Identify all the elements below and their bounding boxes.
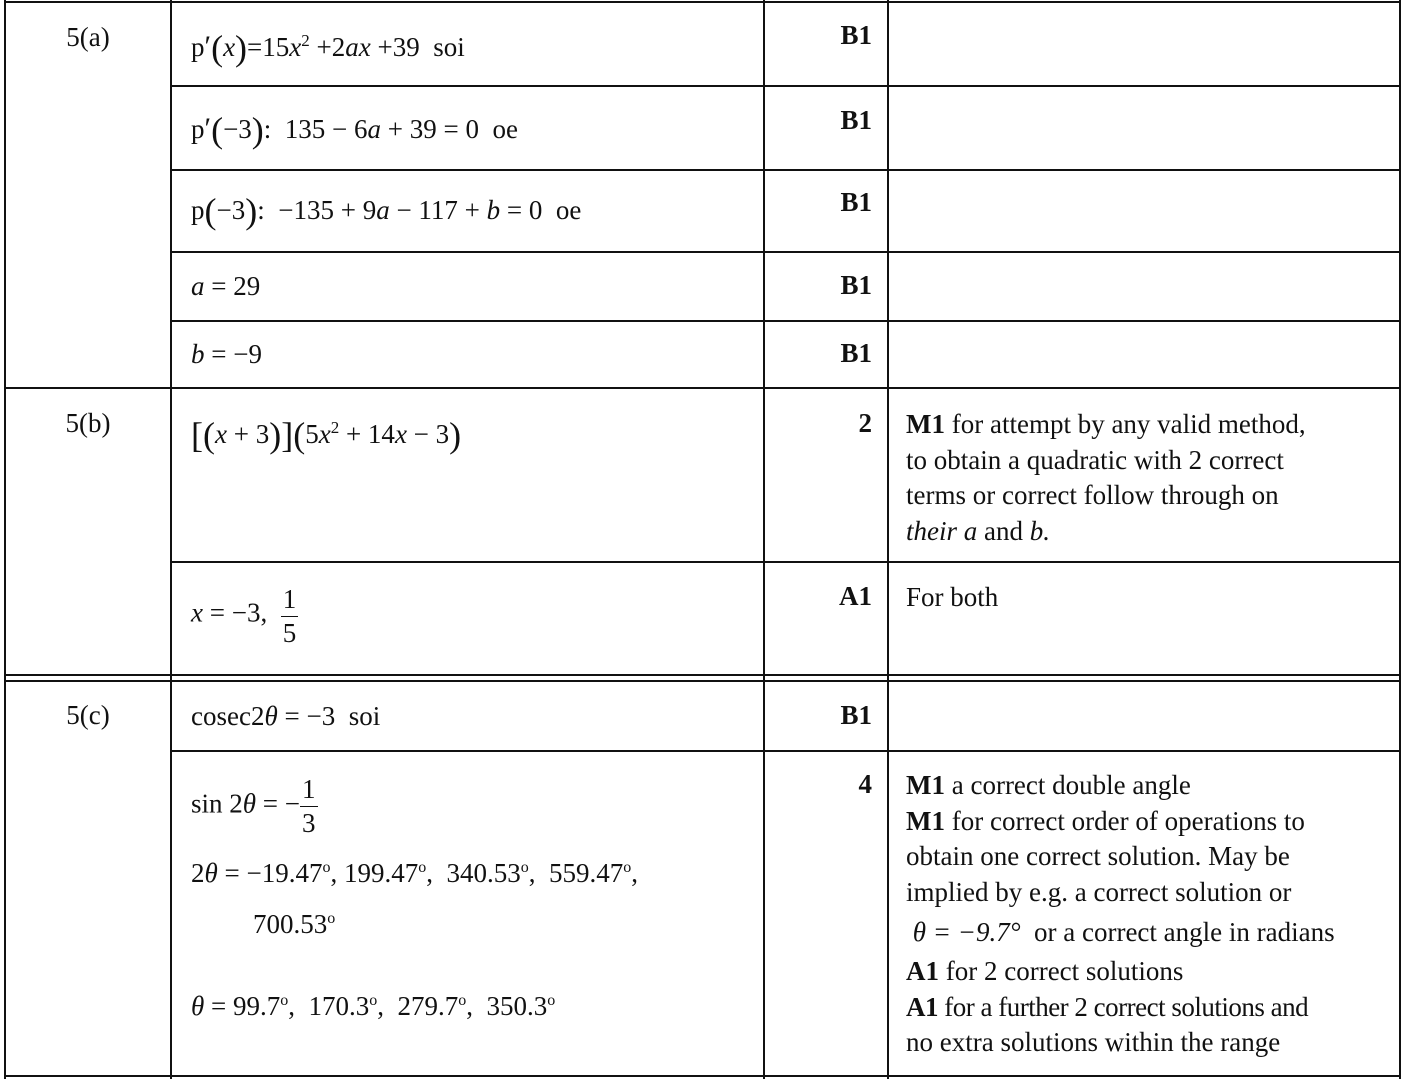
column-divider-2 (763, 0, 765, 1079)
answer-row: a = 29 (191, 271, 261, 301)
guidance-text: for 2 correct solutions (945, 956, 1184, 986)
part-divider-double-top (4, 674, 1401, 676)
row-divider (170, 251, 1401, 253)
guidance-text: b. (1029, 515, 1050, 546)
answer-row: $[(x + 3)](5x^2 + 14x - 3)$ (191, 415, 462, 455)
table-border-right (1399, 0, 1401, 1079)
mark-code: 2 (858, 408, 872, 438)
mark-code: B1 (840, 105, 872, 135)
guidance-mark-code: M1 (906, 770, 945, 800)
row-divider (170, 750, 1401, 752)
part-divider (4, 387, 1401, 389)
mark-code: B1 (840, 187, 872, 217)
column-divider-3 (887, 0, 889, 1079)
guidance-note: For both (906, 582, 999, 612)
row-divider (170, 85, 1401, 87)
guidance-text: a correct double angle (951, 770, 1191, 800)
question-label: 5(c) (66, 700, 110, 730)
table-border-left (4, 0, 6, 1079)
guidance-text: terms or correct follow through on (906, 480, 1279, 510)
guidance-text: for attempt by any valid method, (951, 409, 1306, 439)
answer-row: p′(−3): 135 − 6a + 39 = 0 oe (191, 110, 518, 150)
guidance-text: their a (906, 515, 978, 546)
answer-row: $\theta = 99.7^o$, 170.3$^o$, 279.7$^o$, 350.3$^o$ (191, 991, 556, 1021)
guidance-mark-code: M1 (906, 805, 945, 836)
guidance-text: and (984, 515, 1023, 546)
answer-row: $2\theta = -19.47^o$, 199.47$^o$, 340.53$^o$, 559.47$^o$, (191, 858, 638, 888)
mark-code: B1 (840, 700, 872, 730)
mark-code: 4 (858, 769, 872, 799)
column-divider-1 (170, 0, 172, 1079)
question-label: 5(a) (66, 22, 110, 52)
mark-code: B1 (840, 20, 872, 50)
guidance-text: no extra solutions within the range (906, 1027, 1281, 1057)
answer-row: cosec2θ = −3 soi (191, 701, 381, 731)
row-divider (170, 320, 1401, 322)
guidance-mark-code: A1 (906, 956, 939, 986)
question-label: 5(b) (65, 408, 111, 438)
guidance-text: implied by e.g. a correct solution or (906, 876, 1292, 907)
table-border-bottom (4, 1075, 1401, 1077)
guidance-text: obtain one correct solution. May be (906, 841, 1290, 871)
guidance-note (906, 768, 1394, 1061)
guidance-note (906, 407, 1394, 549)
guidance-mark-code: A1 (906, 991, 938, 1022)
guidance-text: θ = −9.7° (912, 917, 1021, 947)
part-divider-double-bottom (4, 680, 1401, 682)
guidance-text: to obtain a quadratic with 2 correct (906, 444, 1284, 475)
mark-code: A1 (839, 581, 872, 611)
answer-row: 700.53$^o$ (253, 909, 336, 939)
row-divider (170, 169, 1401, 171)
guidance-mark-code: M1 (906, 409, 945, 439)
answer-row: sin 2θ = − $\frac{1}{3}$ (191, 774, 316, 838)
answer-row: p(−3): −135 + 9a − 117 + b = 0 oe (191, 191, 582, 231)
guidance-text: for correct order of operations to (951, 805, 1305, 836)
guidance-text: for a further 2 correct solutions and (944, 991, 1309, 1022)
answer-row: x = −3, $\frac{1}{5}$ (191, 584, 297, 648)
row-divider (170, 561, 1401, 563)
mark-code: B1 (840, 338, 872, 368)
answer-row: b = −9 (191, 339, 262, 369)
answer-row: $p'(x)=15x^2 +2ax +39$ soi (191, 28, 465, 68)
mark-code: B1 (840, 270, 872, 300)
table-border-top (4, 1, 1401, 3)
guidance-text: or a correct angle in radians (1034, 917, 1335, 947)
